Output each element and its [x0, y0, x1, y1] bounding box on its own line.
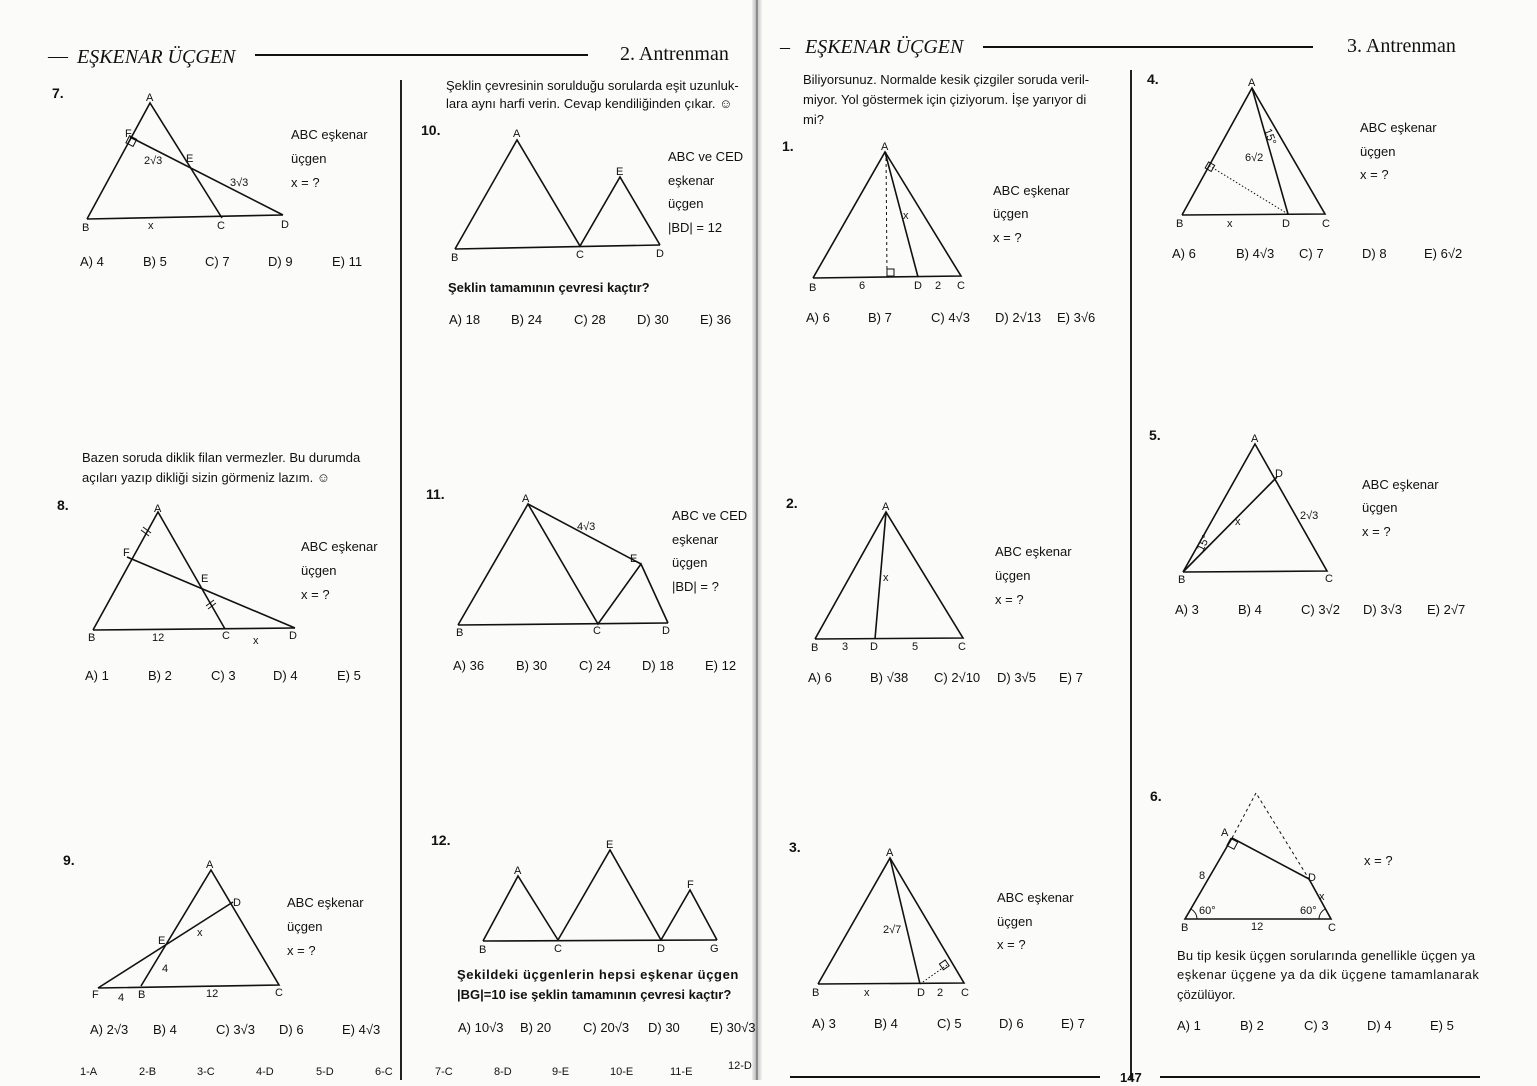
question-number: 9.: [63, 852, 75, 868]
choice-d[interactable]: D) 4: [273, 668, 298, 683]
choice-b[interactable]: B) √38: [870, 670, 909, 685]
choice-b[interactable]: B) 24: [511, 312, 543, 327]
figure-label: C: [217, 220, 225, 232]
figure-label: A: [886, 847, 894, 859]
given-text: |BD| = 12: [668, 220, 723, 235]
figure-label: B: [456, 627, 464, 639]
choice-c[interactable]: C) 3√2: [1301, 602, 1340, 617]
figure-label: F: [123, 547, 130, 559]
choice-d[interactable]: D) 30: [637, 312, 669, 327]
choice-a[interactable]: A) 6: [806, 310, 830, 325]
figure-label: x: [864, 987, 870, 999]
q12-figure: [479, 839, 719, 956]
choice-d[interactable]: D) 3√3: [1363, 602, 1402, 617]
note-text: eşkenar üçgene ya da dik üçgene tamamlanarak: [1177, 967, 1480, 982]
given-text: x = ?: [997, 937, 1026, 952]
choice-d[interactable]: D) 2√13: [995, 310, 1042, 325]
given-text: ABC eşkenar: [1360, 120, 1437, 135]
choice-b[interactable]: B) 2: [148, 668, 172, 683]
figure-label: D: [233, 897, 241, 909]
figure-label: 15°: [1261, 126, 1279, 147]
choice-a[interactable]: A) 3: [812, 1016, 836, 1031]
question-number: 4.: [1147, 71, 1159, 87]
right-section-title: 3. Antrenman: [1347, 35, 1456, 57]
choice-e[interactable]: E) 4√3: [342, 1022, 381, 1037]
figure-label: 12: [1251, 921, 1264, 933]
choice-c[interactable]: C) 3√3: [216, 1022, 255, 1037]
given-text: üçgen: [668, 196, 704, 211]
figure-label: A: [522, 493, 530, 505]
given-text: x = ?: [1360, 167, 1389, 182]
figure-label: D: [917, 987, 925, 999]
figure-label: A: [882, 501, 890, 513]
figure-label: 60°: [1199, 905, 1216, 917]
left-section-title: 2. Antrenman: [620, 43, 729, 65]
choice-b[interactable]: B) 20: [520, 1020, 552, 1035]
question-number: 11.: [426, 486, 445, 502]
figure-label: C: [1322, 218, 1330, 230]
choice-b[interactable]: B) 4√3: [1236, 246, 1275, 261]
tip-text: Şeklin çevresinin sorulduğu sorularda eşit uzunluk-: [446, 78, 739, 93]
figure-label: C: [576, 249, 584, 261]
figure-label: 3: [842, 641, 849, 653]
figure-label: D: [656, 248, 664, 260]
figure-label: F: [125, 128, 132, 140]
choice-b[interactable]: B) 4: [874, 1016, 898, 1031]
figure-label: A: [1248, 77, 1256, 89]
figure-label: 2: [937, 987, 944, 999]
choice-c[interactable]: C) 2√10: [934, 670, 981, 685]
question-number: 5.: [1149, 427, 1161, 443]
given-text: üçgen: [1362, 500, 1398, 515]
given-text: x = ?: [301, 587, 330, 602]
choice-d[interactable]: D) 3√5: [997, 670, 1036, 685]
figure-label: x: [148, 220, 154, 232]
choice-c[interactable]: C) 4√3: [931, 310, 970, 325]
figure-label: A: [513, 128, 521, 140]
choice-a[interactable]: A) 1: [1177, 1018, 1201, 1033]
question-number: 6.: [1150, 788, 1162, 804]
figure-label: D: [1308, 872, 1316, 884]
given-text: x = ?: [993, 230, 1022, 245]
q10-figure: [451, 128, 664, 264]
tip-text: açıları yazıp dikliği sizin görmeniz lazım. ☺: [82, 470, 331, 485]
given-text: üçgen: [995, 568, 1031, 583]
figure-label: 8: [1199, 870, 1206, 882]
given-text: üçgen: [301, 563, 337, 578]
choice-c[interactable]: C) 3: [1304, 1018, 1329, 1033]
choice-e[interactable]: E) 7: [1059, 670, 1083, 685]
q4-figure: [1176, 77, 1330, 230]
given-text: ABC eşkenar: [993, 183, 1070, 198]
figure-label: x: [883, 572, 889, 584]
figure-label: A: [206, 859, 214, 871]
choice-a[interactable]: A) 2√3: [90, 1022, 129, 1037]
figure-label: E: [616, 166, 624, 178]
choice-b[interactable]: B) 7: [868, 310, 892, 325]
choice-a[interactable]: A) 3: [1175, 602, 1199, 617]
question-prompt: |BG|=10 ise şeklin tamamının çevresi kaçtır?: [457, 987, 732, 1002]
right-header-title: EŞKENAR ÜÇGEN: [805, 36, 964, 58]
choice-a[interactable]: A) 6: [808, 670, 832, 685]
question-prompt: Şeklin tamamının çevresi kaçtır?: [448, 280, 650, 295]
given-text: üçgen: [997, 914, 1033, 929]
figure-label: 4: [162, 963, 169, 975]
tip-text: Biliyorsunuz. Normalde kesik çizgiler soruda veril-: [803, 72, 1090, 87]
q11-figure: [456, 493, 670, 639]
figure-label: C: [958, 641, 966, 653]
choice-a[interactable]: A) 10√3: [458, 1020, 504, 1035]
header-dash: —: [48, 45, 68, 67]
tip-text: miyor. Yol göstermek için çiziyorum. İşe yarıyor di: [803, 92, 1087, 107]
given-text: üçgen: [672, 555, 708, 570]
question-number: 1.: [782, 138, 794, 154]
note-text: Bu tip kesik üçgen sorularında genellikle üçgen ya: [1177, 948, 1476, 963]
figure-label: B: [479, 944, 487, 956]
figure-label: x: [253, 635, 259, 647]
choice-e[interactable]: E) 2√7: [1427, 602, 1466, 617]
answer-key-item: 7-C: [435, 1066, 453, 1078]
figure-label: C: [222, 630, 230, 642]
given-text: eşkenar: [672, 532, 719, 547]
choice-c[interactable]: C) 3: [211, 668, 236, 683]
given-text: üçgen: [291, 151, 327, 166]
figure-label: x: [1227, 218, 1233, 230]
choice-b[interactable]: B) 5: [143, 254, 167, 269]
figure-label: x: [903, 210, 909, 222]
question-number: 8.: [57, 497, 69, 513]
choice-e[interactable]: E) 5: [337, 668, 361, 683]
answer-key-item: 2-B: [139, 1066, 157, 1078]
figure-label: 2: [935, 280, 942, 292]
figure-label: B: [1178, 574, 1186, 586]
answer-key-item: 3-C: [197, 1066, 215, 1078]
figure-label: 6√2: [1245, 152, 1264, 164]
given-text: x = ?: [995, 592, 1024, 607]
choice-e[interactable]: E) 3√6: [1057, 310, 1096, 325]
figure-label: D: [289, 630, 297, 642]
figure-label: 4√3: [577, 521, 596, 533]
figure-label: G: [710, 943, 719, 955]
figure-label: B: [1176, 218, 1184, 230]
figure-label: A: [154, 503, 162, 515]
answer-key-item: 1-A: [80, 1066, 98, 1078]
choice-b[interactable]: B) 4: [153, 1022, 177, 1037]
figure-label: B: [138, 989, 146, 1001]
choice-c[interactable]: C) 24: [579, 658, 611, 673]
figure-label: 4: [118, 992, 125, 1004]
figure-label: F: [687, 879, 694, 891]
q7-figure: [82, 92, 289, 234]
q3-figure: [812, 847, 969, 999]
choice-a[interactable]: A) 36: [453, 658, 485, 673]
figure-label: E: [158, 935, 166, 947]
figure-label: C: [961, 987, 969, 999]
figure-label: A: [1221, 827, 1229, 839]
left-header-title: EŞKENAR ÜÇGEN: [77, 46, 236, 68]
answer-key-item: 6-C: [375, 1066, 393, 1078]
given-text: x = ?: [1364, 853, 1393, 868]
choice-c[interactable]: C) 28: [574, 312, 606, 327]
given-text: üçgen: [287, 919, 323, 934]
figure-label: 2√3: [1300, 510, 1319, 522]
given-text: üçgen: [1360, 144, 1396, 159]
figure-label: 12: [152, 632, 165, 644]
answer-key-item: 8-D: [494, 1066, 512, 1078]
choice-c[interactable]: C) 20√3: [583, 1020, 630, 1035]
figure-label: D: [870, 641, 878, 653]
figure-label: B: [82, 222, 90, 234]
answer-key-item: 4-D: [256, 1066, 274, 1078]
choice-e[interactable]: E) 30√3: [710, 1020, 756, 1035]
figure-label: D: [657, 943, 665, 955]
question-number: 2.: [786, 495, 798, 511]
figure-label: B: [1181, 922, 1189, 934]
given-text: ABC ve CED: [668, 149, 744, 164]
header-dash: –: [780, 36, 790, 58]
tip-text: Bazen soruda diklik filan vermezler. Bu durumda: [82, 450, 361, 465]
figure-label: D: [281, 219, 289, 231]
choice-c[interactable]: C) 5: [937, 1016, 962, 1031]
figure-label: x: [1235, 516, 1241, 528]
choice-d[interactable]: D) 30: [648, 1020, 680, 1035]
given-text: x = ?: [1362, 524, 1391, 539]
figure-label: D: [662, 625, 670, 637]
choice-c[interactable]: C) 7: [1299, 246, 1324, 261]
figure-label: C: [1325, 573, 1333, 585]
given-text: ABC eşkenar: [997, 890, 1074, 905]
question-number: 10.: [421, 122, 441, 138]
page-number: 147: [1120, 1070, 1142, 1085]
given-text: |BD| = ?: [672, 579, 719, 594]
choice-a[interactable]: A) 4: [80, 254, 104, 269]
choice-e[interactable]: E) 11: [332, 254, 363, 269]
choice-d[interactable]: D) 4: [1367, 1018, 1392, 1033]
figure-label: F: [92, 989, 99, 1001]
answer-key-item: 10-E: [610, 1066, 634, 1078]
choice-e[interactable]: E) 36: [700, 312, 732, 327]
figure-label: B: [88, 632, 96, 644]
figure-label: D: [1282, 218, 1290, 230]
figure-label: x: [197, 927, 203, 939]
figure-label: C: [275, 987, 283, 999]
choice-b[interactable]: B) 2: [1240, 1018, 1264, 1033]
figure-label: 15°: [1194, 533, 1213, 554]
choice-d[interactable]: D) 9: [268, 254, 293, 269]
choice-d[interactable]: D) 6: [279, 1022, 304, 1037]
q6-figure: [1181, 793, 1336, 934]
figure-label: 12: [206, 988, 219, 1000]
figure-label: E: [201, 573, 209, 585]
choice-c[interactable]: C) 7: [205, 254, 230, 269]
figure-label: E: [186, 153, 194, 165]
answer-key-item: 5-D: [316, 1066, 334, 1078]
figure-label: C: [593, 625, 601, 637]
given-text: eşkenar: [668, 173, 715, 188]
choice-d[interactable]: D) 8: [1362, 246, 1387, 261]
note-text: çözülüyor.: [1177, 987, 1236, 1002]
figure-label: C: [1328, 922, 1336, 934]
choice-b[interactable]: B) 30: [516, 658, 548, 673]
given-text: üçgen: [993, 206, 1029, 221]
given-text: ABC ve CED: [672, 508, 748, 523]
figure-label: 5: [912, 641, 919, 653]
figure-label: B: [451, 252, 459, 264]
answer-key-item: 12-D: [728, 1060, 752, 1072]
q1-figure: [809, 141, 965, 294]
choice-e[interactable]: E) 5: [1430, 1018, 1454, 1033]
q9-figure: [92, 859, 283, 1004]
tip-text: lara aynı harfi verin. Cevap kendiliğinden çıkar. ☺: [446, 96, 733, 111]
choice-e[interactable]: E) 12: [705, 658, 737, 673]
q5-figure: [1178, 433, 1333, 586]
figure-label: A: [1251, 433, 1259, 445]
figure-label: 3√3: [230, 177, 249, 189]
choice-e[interactable]: E) 6√2: [1424, 246, 1463, 261]
question-number: 3.: [789, 839, 801, 855]
given-text: ABC eşkenar: [291, 127, 368, 142]
figure-label: B: [812, 987, 820, 999]
figure-label: 2√7: [883, 924, 902, 936]
figure-label: B: [811, 642, 819, 654]
question-number: 12.: [431, 832, 451, 848]
given-text: ABC eşkenar: [1362, 477, 1439, 492]
question-number: 7.: [52, 85, 64, 101]
answer-key-item: 9-E: [552, 1066, 570, 1078]
choice-a[interactable]: A) 6: [1172, 246, 1196, 261]
given-text: ABC eşkenar: [995, 544, 1072, 559]
choice-d[interactable]: D) 18: [642, 658, 674, 673]
choice-b[interactable]: B) 4: [1238, 602, 1262, 617]
choice-d[interactable]: D) 6: [999, 1016, 1024, 1031]
choice-a[interactable]: A) 18: [449, 312, 481, 327]
figure-label: A: [514, 865, 522, 877]
choice-e[interactable]: E) 7: [1061, 1016, 1085, 1031]
q8-figure: [88, 503, 297, 647]
figure-label: B: [809, 282, 817, 294]
figure-label: C: [554, 943, 562, 955]
figure-label: E: [630, 553, 638, 565]
given-text: ABC eşkenar: [301, 539, 378, 554]
figure-label: 2√3: [144, 155, 163, 167]
figure-label: A: [146, 92, 154, 104]
figure-label: D: [914, 280, 922, 292]
figure-label: C: [957, 280, 965, 292]
choice-a[interactable]: A) 1: [85, 668, 109, 683]
given-text: x = ?: [291, 175, 320, 190]
figure-label: A: [881, 141, 889, 153]
answer-key-item: 11-E: [670, 1066, 693, 1078]
figure-label: 6: [859, 280, 866, 292]
q2-figure: [811, 501, 966, 654]
question-prompt: Şekildeki üçgenlerin hepsi eşkenar üçgen: [457, 967, 739, 982]
figure-label: E: [606, 839, 614, 851]
given-text: x = ?: [287, 943, 316, 958]
figure-label: D: [1275, 468, 1283, 480]
tip-text: mi?: [803, 112, 824, 127]
figure-label: x: [1319, 891, 1325, 903]
figure-label: 60°: [1300, 905, 1317, 917]
given-text: ABC eşkenar: [287, 895, 364, 910]
